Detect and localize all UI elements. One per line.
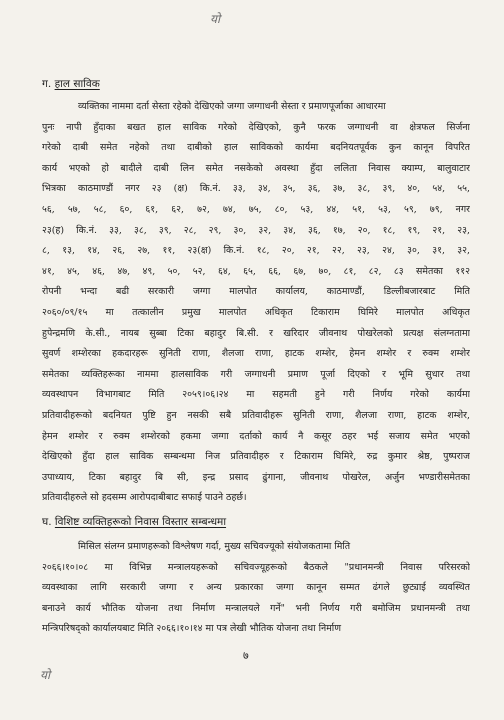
page-number: ७ bbox=[243, 649, 249, 662]
paragraph-line: हेमन शम्शेर र रुक्म शम्शेरको हकमा जग्गा दर्ताको कार्य नै कसूर ठहर भई सजाय समेत भएको bbox=[42, 430, 470, 442]
paragraph-line: २३(ह) कि.नं. ३३, ३८, ३९, २८, २९, ३०, ३२, ३४, ३६, १७, २०, १८, १९, २१, २३, bbox=[42, 224, 470, 236]
paragraph-line: मिसिल संलग्न प्रमाणहरूको विश्लेषण गर्दा, मुख्य सचिवज्यूको संयोजकतामा मिति bbox=[78, 541, 351, 552]
paragraph-line: ५६, ५७, ५८, ६०, ६१, ६२, ७२, ७४, ७५, ८०, ५३, ४४, ५१, ५३, ५९, ७९, नगर bbox=[42, 203, 470, 215]
paragraph-line: २०६०/०९/१५ मा तत्कालीन प्रमुख मालपोत अधिकृत टिकाराम घिमिरे मालपोत अधिकृत bbox=[42, 306, 470, 318]
paragraph-line: भित्रका काठमाण्डौं नगर २३ (क्ष) कि.नं. ३३, ३४, ३५, ३६, ३७, ३८, ३९, ४०, ५४, ५५, bbox=[42, 183, 470, 195]
paragraph-line: पुनः नापी हुँदाका बखत हाल साविक गरेको देखिएको, कुनै फरक जग्गाधनी वा क्षेत्रफल सिर्जना bbox=[42, 121, 470, 133]
paragraph-line: उपाध्याय, टिका बहादुर बि सी, इन्द्र प्रसाद ढुंगाना, जीवनाथ पोखरेल, अर्जुन भण्डारीसमेतका bbox=[42, 471, 470, 483]
paragraph-line: बनाउने कार्य भौतिक योजना तथा निर्माण मन्त्रालयले गर्ने" भनी निर्णय गरी बमोजिम प्रधानमन्त्री तथा bbox=[42, 602, 470, 614]
section-g-heading bbox=[42, 77, 100, 91]
section-gh-title: विशिष्ट व्यक्तिहरूको निवास विस्तार सम्बन्धमा bbox=[54, 516, 227, 528]
paragraph-line: प्रतिवादीहरुले सो हदसम्म आरोपदाबीबाट सफाई पाउने ठहर्छ। bbox=[42, 492, 247, 504]
paragraph-line: समेतका व्यक्तिहरूका नाममा हालसाविक गरी जग्गाधनी प्रमाण पूर्जा दिएको र भूमि सुधार तथा bbox=[42, 368, 470, 380]
section-gh-heading bbox=[42, 515, 226, 529]
section-g-paragraph bbox=[42, 97, 470, 509]
paragraph-line: कार्य भएको हो बादीले दाबी लिन समेत नसकेको अवस्था हुँदा ललिता निवास क्याम्प, बालुवाटार bbox=[42, 162, 470, 174]
paragraph-line: सुवर्ण शम्शेरका हकदारहरू सुनिती राणा, शैलजा राणा, हाटक शम्शेर, हेमन शम्शेर र रुक्म शम्शेर bbox=[42, 348, 470, 360]
paragraph-line: व्यवस्थाका लागि सरकारी जग्गा र अन्य प्रकारका जग्गा कानून सम्मत ढंगले छुट्याई व्यवस्थित bbox=[42, 582, 470, 594]
paragraph-line: व्यवस्थापन विभागबाट मिति २०५९।०६।२४ मा सहमती हुने गरी निर्णय गरेको कार्यमा bbox=[42, 389, 470, 401]
paragraph-line: व्यक्तिका नाममा दर्ता सेस्ता रहेको देखिएको जग्गा जग्गाधनी सेस्ता र प्रमाणपूर्जाका आधारमा bbox=[78, 101, 386, 112]
paragraph-line: देखिएको हुँदा हाल साविक सम्बन्धमा निज प्रतिवादीहरु र टिकाराम घिमिरे, रुद्र कुमार श्रेष्ठ, पुष्पराज bbox=[42, 451, 470, 463]
paragraph-line: रोपनी भन्दा बढी सरकारी जग्गा मालपोत कार्यालय, काठमाण्डौं, डिल्लीबजारबाट मिति bbox=[42, 286, 470, 298]
section-g-title: हाल साविक bbox=[54, 78, 100, 90]
handwritten-initial-mark-footer: यो bbox=[40, 668, 51, 682]
paragraph-line: २०६६।१०।०८ मा विभिन्न मन्त्रालयहरूको सचिवज्यूहरूको बैठकले "प्रधानमन्त्री निवास परिसरको bbox=[42, 561, 470, 573]
section-gh-number: घ. bbox=[42, 516, 52, 528]
handwritten-initial-mark: यो bbox=[210, 12, 221, 26]
section-gh-paragraph bbox=[42, 537, 470, 640]
paragraph-line: गरेको दाबी समेत नहेको तथा दाबीको हाल साविकको कार्यमा बदनियतपूर्वक कुन कानून विपरित bbox=[42, 142, 470, 154]
paragraph-line: मन्त्रिपरिषद्को कार्यालयबाट मिति २०६६।१०।१४ मा पत्र लेखी भौतिक योजना तथा निर्माण bbox=[42, 623, 342, 635]
paragraph-line: हुपेन्द्रमणि के.सी., नायब सुब्बा टिका बहादुर बि.सी. र खरिदार जीवनाथ पोखरेलको प्रत्यक्ष संलग्नतामा bbox=[42, 327, 470, 339]
paragraph-line: ८, १३, १४, २६, २७, ११, २३(क्ष) कि.नं. १८, २०, २१, २२, २३, २४, ३०, ३१, ३२, bbox=[42, 245, 470, 257]
paragraph-line: ४१, ४५, ४६, ४७, ४९, ५०, ५२, ६४, ६५, ६६, ६७, ७०, ८१, ८२, ८३ समेतका ११२ bbox=[42, 265, 470, 277]
section-g-number: ग. bbox=[42, 78, 52, 90]
paragraph-line: प्रतिवादीहरूको बदनियत पुष्टि हुन नसकी सबै प्रतिवादीहरू सुनिती राणा, शैलजा राणा, हाटक शम्शेर, bbox=[42, 409, 470, 421]
